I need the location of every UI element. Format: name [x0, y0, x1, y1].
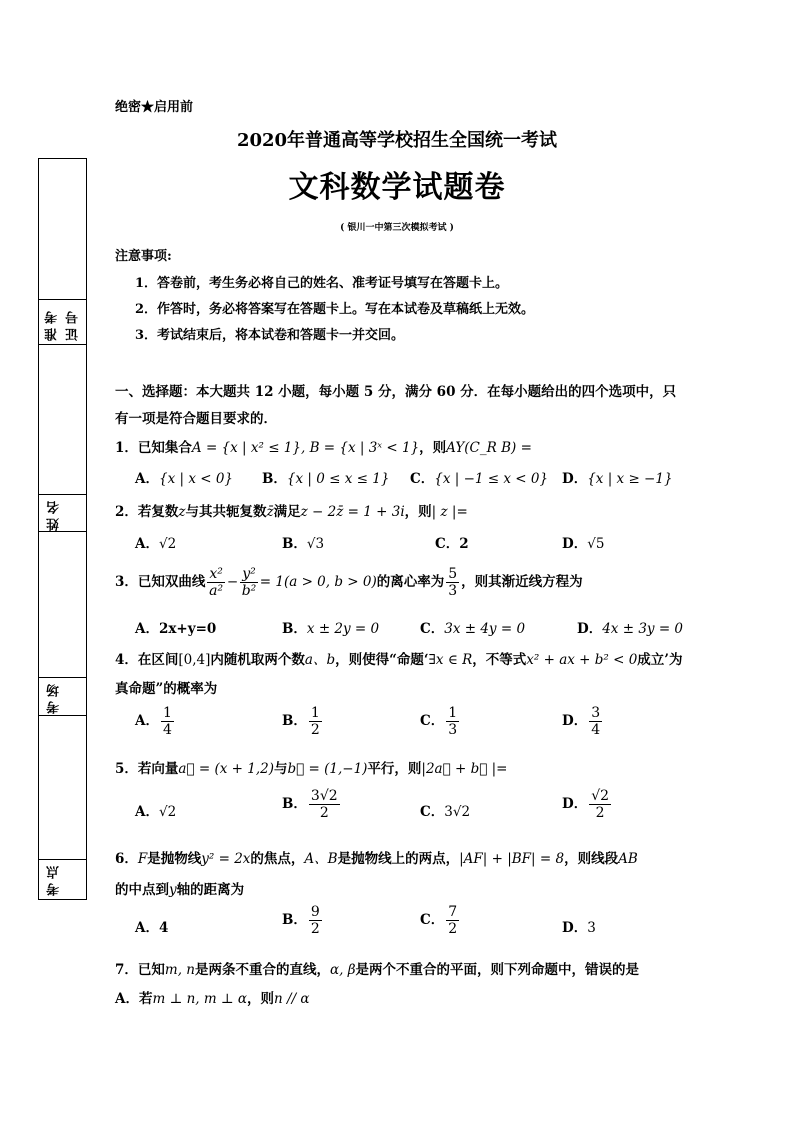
q4-option-a[interactable]: A． $\frac{1}{4}$ — [135, 705, 172, 738]
q4-option-d[interactable]: D． $\frac{3}{4}$ — [562, 705, 601, 738]
note-item: 3．考试结束后，将本试卷和答题卡一并交回。 — [135, 328, 405, 343]
exam-subtitle: ( 银川一中第三次模拟考试 ) — [340, 223, 454, 233]
q3-option-d[interactable]: D．4x ± 3y = 0 — [577, 621, 684, 637]
divider — [39, 715, 86, 716]
q4-option-c[interactable]: C． $\frac{1}{3}$ — [420, 705, 458, 738]
notes-heading: 注意事项: — [115, 249, 172, 264]
question-5: 5．若向量a⃗ = (x + 1,2)与b⃗ = (1,−1)平行，则|2a⃗ + b⃗ |= — [115, 761, 508, 777]
exam-site-label: 考点 — [47, 862, 62, 896]
q5-option-a[interactable]: A．√2 — [135, 804, 177, 820]
q2-option-d[interactable]: D．√5 — [562, 536, 605, 552]
page-title: 文科数学试题卷 — [288, 170, 506, 205]
q5-option-b[interactable]: B． $\frac{3√2}{2}$ — [282, 788, 338, 821]
question-6-cont: 的中点到y轴的距离为 — [115, 882, 245, 898]
q2-option-a[interactable]: A．√2 — [135, 536, 177, 552]
q3-option-a[interactable]: A．2x+y=0 — [135, 621, 217, 637]
q6-option-a[interactable]: A．4 — [135, 920, 169, 936]
question-6: 6．F是抛物线y² = 2x的焦点，A、B是抛物线上的两点，|AF| + |BF| = 8，则线段AB — [115, 851, 638, 867]
q4-option-b[interactable]: B． $\frac{1}{2}$ — [282, 705, 320, 738]
note-item: 2．作答时，务必将答案写在答题卡上。写在本试卷及草稿纸上无效。 — [135, 302, 535, 317]
question-2: 2．若复数z与其共轭复数z̄满足z − 2z̄ = 1 + 3i，则| z |= — [115, 504, 468, 520]
q1-option-b[interactable]: B．{x | 0 ≤ x ≤ 1} — [262, 471, 390, 487]
top-secret-label: 绝密★启用前 — [115, 100, 194, 115]
divider — [39, 677, 86, 678]
q2-option-c[interactable]: C．2 — [435, 536, 469, 552]
divider — [39, 299, 86, 300]
divider — [39, 859, 86, 860]
exam-number-label: 准考 证号 — [45, 307, 81, 341]
fraction: $\frac{5}{3}$ — [448, 566, 458, 599]
q5-option-c[interactable]: C．3√2 — [420, 804, 471, 820]
q3-option-b[interactable]: B．x ± 2y = 0 — [282, 621, 380, 637]
q3-option-c[interactable]: C．3x ± 4y = 0 — [420, 621, 526, 637]
question-4: 4．在区间[0,4]内随机取两个数a、b，则使得“命题‘∃x ∈ R，不等式x² + ax + b² < 0成立’为 — [115, 652, 683, 668]
divider — [39, 494, 86, 495]
question-7: 7．已知m, n是两条不重合的直线，α, β是两个不重合的平面，则下列命题中，错误的是 — [115, 962, 640, 978]
section-intro: 一、选择题：本大题共 12 小题，每小题 5 分，满分 60 分．在每小题给出的四个选项中，只 — [115, 384, 677, 400]
note-item: 1．答卷前，考生务必将自己的姓名、准考证号填写在答题卡上。 — [135, 276, 509, 291]
q2-option-b[interactable]: B．√3 — [282, 536, 325, 552]
q1-option-a[interactable]: A．{x | x < 0} — [135, 471, 234, 487]
binding-margin-box — [38, 158, 87, 900]
question-4-cont: 真命题”的概率为 — [115, 681, 218, 697]
question-1: 1．已知集合A = {x | x² ≤ 1}, B = {x | 3ˣ < 1}，则AY(C_R B) = — [115, 440, 532, 456]
fraction: $\frac{\text{x²}}{\text{a²}}$ — [209, 566, 224, 599]
question-3: 3．已知双曲线 $\frac{\text{x²}}{\text{a²}}$ − $\frac{\text{y²}}{\text{b²}}$ = 1(a > 0, b > 0)的离心率为 $\frac{5}{3}$ ，则其渐近线方程为 — [115, 566, 583, 599]
q1-option-d[interactable]: D．{x | x ≥ −1} — [562, 471, 673, 487]
divider — [39, 344, 86, 345]
q6-option-d[interactable]: D．3 — [562, 920, 596, 936]
q7-option-a[interactable]: A．若m ⊥ n, m ⊥ α，则n // α — [115, 991, 310, 1007]
exam-room-label: 考场 — [47, 680, 62, 714]
exam-title: 2020年普通高等学校招生全国统一考试 — [236, 130, 558, 151]
fraction: $\frac{\text{y²}}{\text{b²}}$ — [241, 566, 257, 599]
q6-option-b[interactable]: B． $\frac{9}{2}$ — [282, 904, 320, 937]
divider — [39, 531, 86, 532]
name-label: 姓名 — [47, 497, 62, 531]
q1-option-c[interactable]: C．{x | −1 ≤ x < 0} — [410, 471, 549, 487]
q6-option-c[interactable]: C． $\frac{7}{2}$ — [420, 904, 458, 937]
q5-option-d[interactable]: D． $\frac{√2}{2}$ — [562, 788, 610, 821]
section-intro: 有一项是符合题目要求的． — [115, 411, 277, 427]
